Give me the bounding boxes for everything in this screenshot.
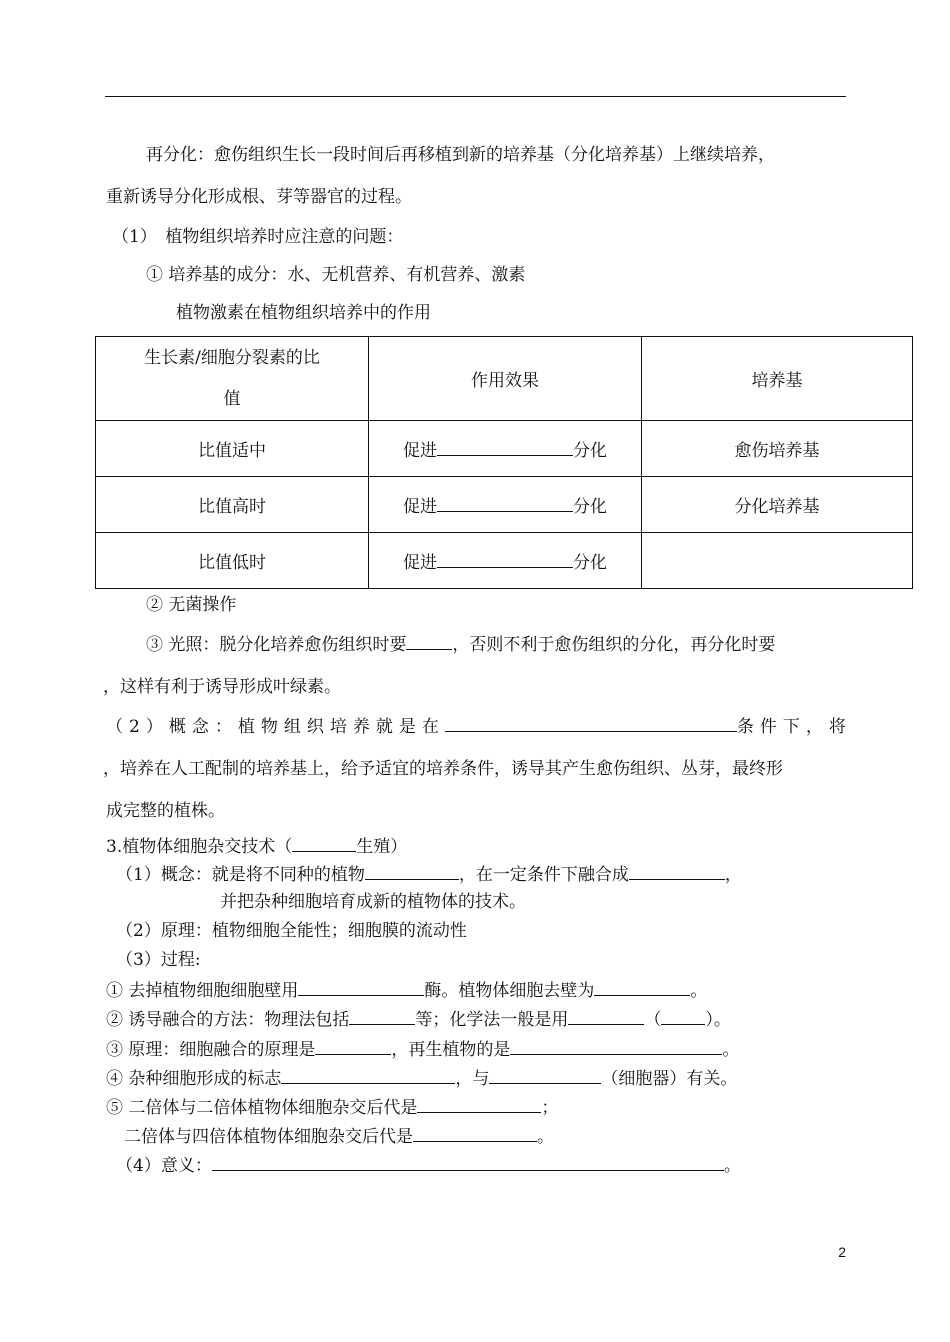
fusion-principle: （2）原理：植物细胞全能性；细胞膜的流动性 — [116, 921, 467, 941]
lighting-text-a: ③ 光照：脱分化培养愈伤组织时要 — [146, 635, 407, 655]
title-text-b: 生殖） — [356, 837, 408, 857]
medium-cell: 分化培养基 — [642, 477, 913, 533]
concept-line-2: ，培养在人工配制的培养基上，给予适宜的培养条件，诱导其产生愈伤组织、丛芽，最终形 — [103, 759, 783, 779]
effect-suffix: 分化 — [573, 497, 607, 517]
ratio-cell: 比值高时 — [96, 477, 369, 533]
title-blank[interactable] — [292, 834, 356, 852]
step-1-blank-2[interactable] — [594, 978, 690, 996]
redifferentiation-line-2: 重新诱导分化形成根、芽等器官的过程。 — [106, 187, 412, 207]
concept-text-b: 条件下，将 — [736, 717, 852, 737]
process-step-4 — [106, 1066, 737, 1090]
step-3-text-a: ③ 原理：细胞融合的原理是 — [106, 1040, 316, 1060]
section-1-heading: （1） 植物组织培养时应注意的问题： — [112, 227, 404, 247]
process-step-5 — [106, 1095, 558, 1119]
step-4-text-b: ，与 — [455, 1069, 490, 1089]
step-2-text-d: ）。 — [705, 1010, 731, 1030]
effect-cell — [369, 477, 642, 533]
header-ratio-line-2: 值 — [223, 388, 241, 409]
header-ratio — [96, 337, 369, 421]
step-3-text-b: ，再生植物的是 — [391, 1040, 511, 1060]
title-text-a: 3.植物体细胞杂交技术（ — [106, 837, 293, 857]
fusion-concept-line-1 — [116, 862, 742, 886]
effect-prefix: 促进 — [403, 553, 437, 573]
effect-cell — [369, 533, 642, 589]
fusion-concept-text-b: ，在一定条件下融合成 — [458, 865, 629, 885]
step-3-text-c: 。 — [722, 1040, 740, 1060]
concept-line-1 — [106, 714, 852, 738]
step-4-blank-1[interactable] — [281, 1066, 455, 1084]
effect-blank[interactable] — [437, 438, 573, 456]
fusion-concept-blank-1[interactable] — [365, 862, 459, 880]
step-2-blank-1[interactable] — [349, 1007, 415, 1025]
significance-text-a: （4）意义： — [116, 1156, 212, 1176]
header-rule — [105, 96, 846, 97]
ratio-cell: 比值适中 — [96, 421, 369, 477]
effect-blank[interactable] — [437, 550, 573, 568]
concept-blank[interactable] — [445, 714, 737, 732]
lighting-line-1 — [146, 632, 775, 656]
header-medium: 培养基 — [642, 337, 913, 421]
medium-cell: 愈伤培养基 — [642, 421, 913, 477]
step-2-text-c: （ — [644, 1010, 662, 1030]
fusion-concept-line-2: 并把杂种细胞培育成新的植物体的技术。 — [220, 892, 526, 912]
step-3-blank-2[interactable] — [510, 1037, 722, 1055]
effect-suffix: 分化 — [573, 553, 607, 573]
step-5-blank[interactable] — [417, 1095, 541, 1113]
effect-prefix: 促进 — [403, 441, 437, 461]
step-4-blank-2[interactable] — [489, 1066, 601, 1084]
table-header-row — [96, 337, 913, 421]
effect-blank[interactable] — [437, 494, 573, 512]
step-1-text-a: ① 去掉植物细胞细胞壁用 — [106, 981, 299, 1001]
ratio-cell: 比值低时 — [96, 533, 369, 589]
step-2-text-a: ② 诱导融合的方法：物理法包括 — [106, 1010, 350, 1030]
page-number: 2 — [838, 1244, 846, 1260]
lighting-text-b: ，否则不利于愈伤组织的分化，再分化时要 — [452, 635, 776, 655]
fusion-concept-blank-2[interactable] — [629, 862, 725, 880]
step-6-text-b: 。 — [537, 1127, 554, 1147]
step-2-text-b: 等；化学法一般是用 — [415, 1010, 569, 1030]
step-1-text-c: 。 — [690, 981, 708, 1001]
fusion-concept-text-a: （1）概念：就是将不同种的植物 — [116, 865, 365, 885]
lighting-line-2: ，这样有利于诱导形成叶绿素。 — [103, 677, 341, 697]
aseptic-operation: ② 无菌操作 — [146, 595, 237, 615]
step-6-blank[interactable] — [413, 1124, 537, 1142]
significance — [116, 1153, 741, 1177]
table-row — [96, 421, 913, 477]
step-4-text-a: ④ 杂种细胞形成的标志 — [106, 1069, 282, 1089]
step-2-blank-3[interactable] — [661, 1007, 705, 1025]
concept-text-a: （2）概念：植物组织培养就是在 — [106, 717, 445, 737]
effect-suffix: 分化 — [573, 441, 607, 461]
step-1-blank-1[interactable] — [298, 978, 424, 996]
hormone-table — [95, 336, 913, 589]
fusion-concept-text-c: ， — [724, 865, 742, 885]
process-step-3 — [106, 1037, 739, 1061]
process-step-6 — [124, 1124, 554, 1148]
effect-cell — [369, 421, 642, 477]
header-ratio-line-1: 生长素/细胞分裂素的比 — [144, 347, 320, 368]
process-heading: （3）过程: — [116, 950, 201, 970]
section-3-title — [106, 834, 407, 858]
step-2-blank-2[interactable] — [568, 1007, 644, 1025]
table-caption: 植物激素在植物组织培养中的作用 — [176, 303, 431, 323]
step-1-text-b: 酶。植物体细胞去壁为 — [424, 981, 595, 1001]
concept-line-3: 成完整的植株。 — [106, 801, 225, 821]
medium-cell — [642, 533, 913, 589]
step-6-text-a: 二倍体与四倍体植物体细胞杂交后代是 — [124, 1127, 413, 1147]
step-5-text-a: ⑤ 二倍体与二倍体植物体细胞杂交后代是 — [106, 1098, 418, 1118]
header-effect: 作用效果 — [369, 337, 642, 421]
step-4-text-c: （细胞器）有关。 — [601, 1069, 738, 1089]
medium-components: ① 培养基的成分：水、无机营养、有机营养、激素 — [146, 265, 526, 285]
redifferentiation-line-1: 再分化：愈伤组织生长一段时间后再移植到新的培养基（分化培养基）上继续培养， — [146, 145, 775, 165]
lighting-blank[interactable] — [406, 632, 452, 650]
process-step-1 — [106, 978, 707, 1002]
step-3-blank-1[interactable] — [315, 1037, 391, 1055]
significance-blank[interactable] — [212, 1153, 724, 1171]
process-step-2 — [106, 1007, 731, 1031]
table-row — [96, 477, 913, 533]
effect-prefix: 促进 — [403, 497, 437, 517]
significance-text-b: 。 — [723, 1156, 741, 1176]
table-row — [96, 533, 913, 589]
step-5-text-b: ； — [541, 1098, 559, 1118]
